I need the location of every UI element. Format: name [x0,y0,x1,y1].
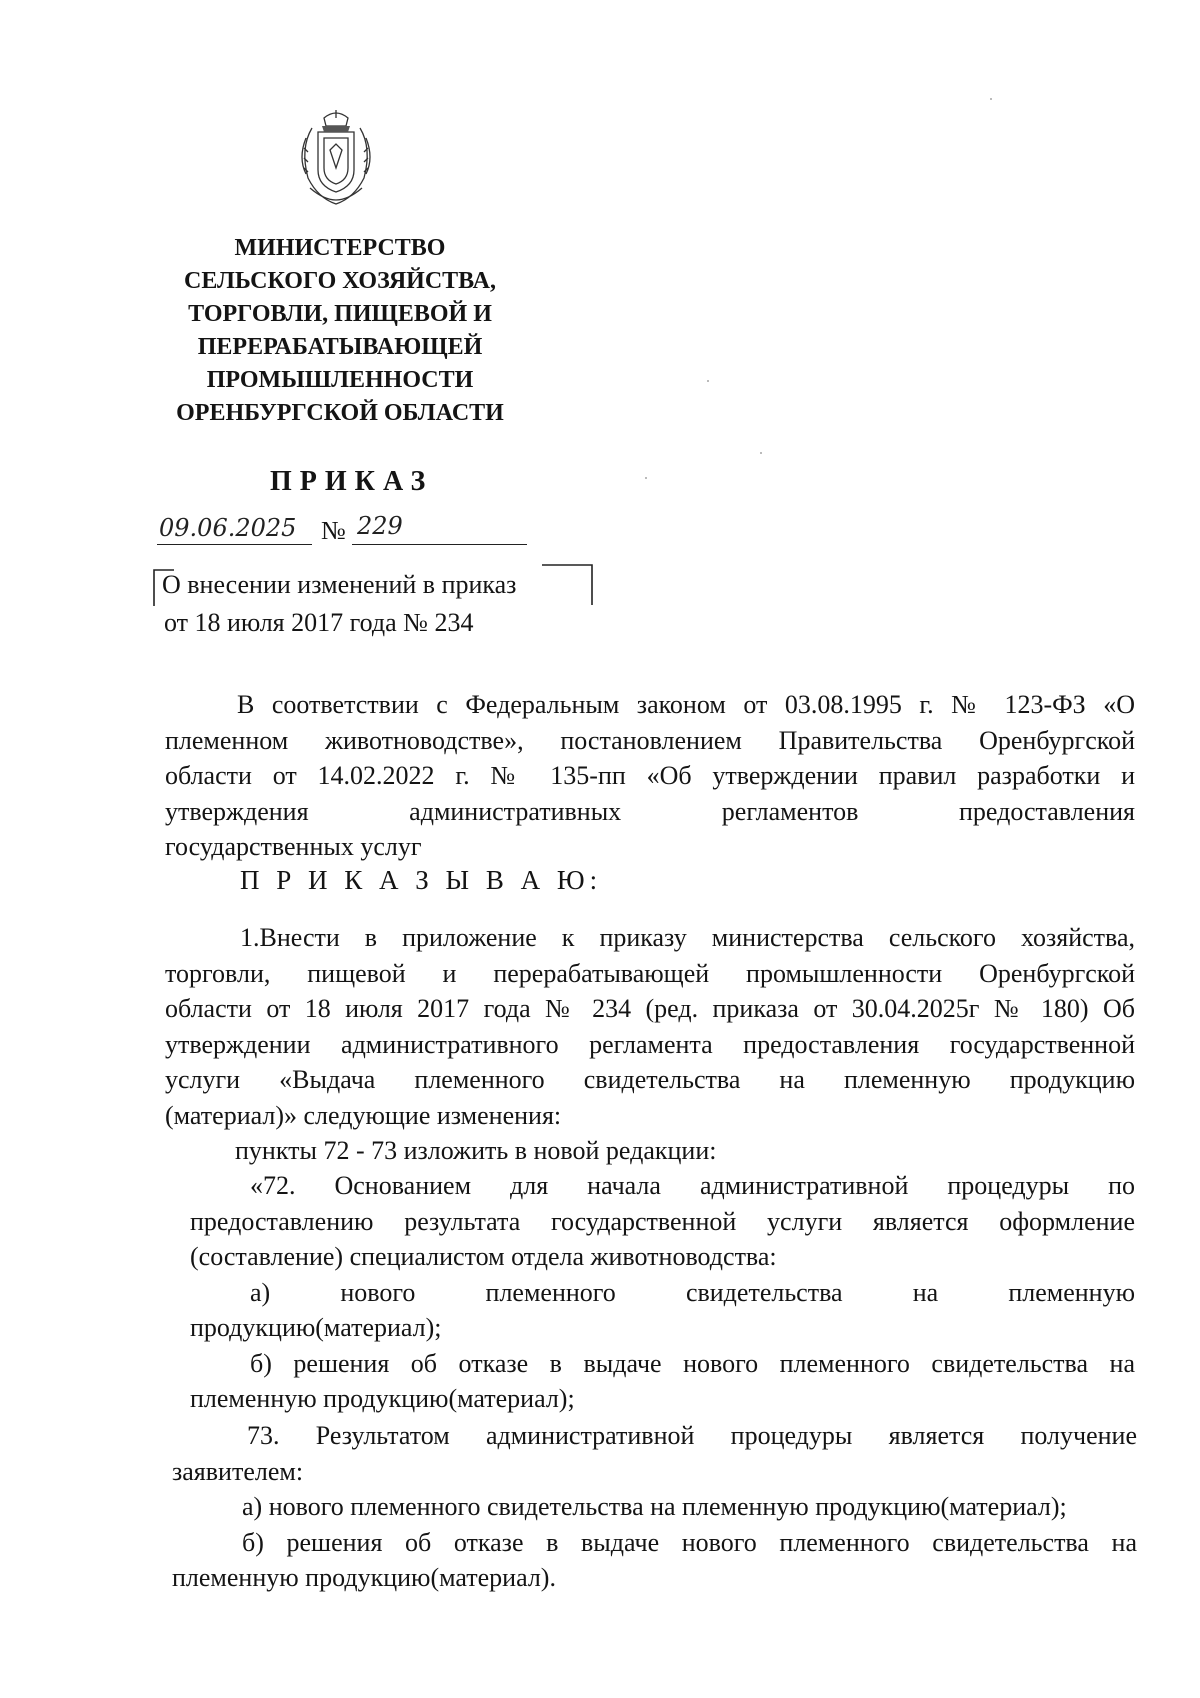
org-line: СЕЛЬСКОГО ХОЗЯЙСТВА, [183,268,497,294]
item1-line: торговли, пищевой и перерабатывающей промышленности Оренбургской [165,958,1135,988]
p73-a-line: а) нового племенного свидетельства на племенную продукцию(материал); [242,1492,1067,1521]
handwritten-number: 229 [357,512,403,540]
preamble-line: государственных услуг [165,832,422,861]
item1-line: услуги «Выдача племенного свидетельства на племенную продукцию [165,1065,1135,1094]
p72-a-line: продукцию(материал); [190,1313,442,1342]
scan-speck [990,98,992,100]
org-line: ПРОМЫШЛЕННОСТИ [206,367,474,393]
preamble-line: В соответствии с Федеральным законом от 03.08.1995 г. № 123-ФЗ «О [237,690,1135,719]
p73-line: 73. Результатом административной процедуры является получение [247,1421,1137,1450]
number-underline [352,544,527,545]
coat-of-arms-emblem [290,108,382,208]
preamble-line: племенном животноводстве», постановлением Правительства Оренбургской [165,725,1135,755]
p72-b-line: б) решения об отказе в выдаче нового племенного свидетельства на [250,1348,1135,1378]
preamble [165,687,1135,865]
org-line: ТОРГОВЛИ, ПИЩЕВОЙ И [188,301,492,327]
item1-line: 1.Внести в приложение к приказу министерства сельского хозяйства, [240,923,1135,952]
p72-a-line: а) нового племенного свидетельства на племенную [250,1277,1135,1307]
p73-line: заявителем: [172,1456,304,1486]
date-underline [157,544,312,545]
p72-b-line: племенную продукцию(материал); [190,1384,575,1413]
subject-corner-right [540,563,594,607]
subject-line: от 18 июля 2017 года № 234 [164,608,474,637]
intro-line: пункты 72 - 73 изложить в новой редакции: [235,1136,717,1165]
scan-speck [707,380,709,382]
item1-line: утверждении административного регламента предоставления государственной [165,1029,1135,1059]
item-1 [165,920,1135,1169]
preamble-line: области от 14.02.2022 г. № 135-пп «Об утверждении правил разработки и [165,761,1135,790]
organization-name [150,232,530,430]
p72-line: «72. Основанием для начала административной процедуры по [250,1171,1135,1200]
org-line: ПЕРЕРАБАТЫВАЮЩЕЙ [197,334,483,360]
item1-line: (материал)» следующие изменения: [165,1100,562,1130]
p72-line: предоставлению результата государственной услуги является оформление [190,1206,1135,1236]
document-type-title: ПРИКАЗ [270,466,434,497]
scan-speck [760,452,762,454]
org-line: МИНИСТЕРСТВО [234,235,446,261]
item1-line: области от 18 июля 2017 года № 234 (ред. приказа от 30.04.2025г № 180) Об [165,994,1135,1023]
document-subject [160,566,516,642]
order-word: П Р И К А З Ы В А Ю: [240,865,603,895]
preamble-line: утверждения административных регламентов предоставления [165,796,1135,826]
handwritten-date: 09.06.2025 [159,514,297,542]
p73-b-line: б) решения об отказе в выдаче нового племенного свидетельства на [242,1527,1137,1557]
point-73 [172,1418,1137,1596]
subject-line: О внесении изменений в приказ [162,570,517,599]
point-72 [190,1168,1135,1417]
scan-speck [645,477,647,479]
date-number-line [157,508,527,548]
org-line: ОРЕНБУРГСКОЙ ОБЛАСТИ [176,400,504,426]
number-sign: № [321,516,346,545]
p73-b-line: племенную продукцию(материал). [172,1563,556,1592]
p72-line: (составление) специалистом отдела животноводства: [190,1242,777,1271]
